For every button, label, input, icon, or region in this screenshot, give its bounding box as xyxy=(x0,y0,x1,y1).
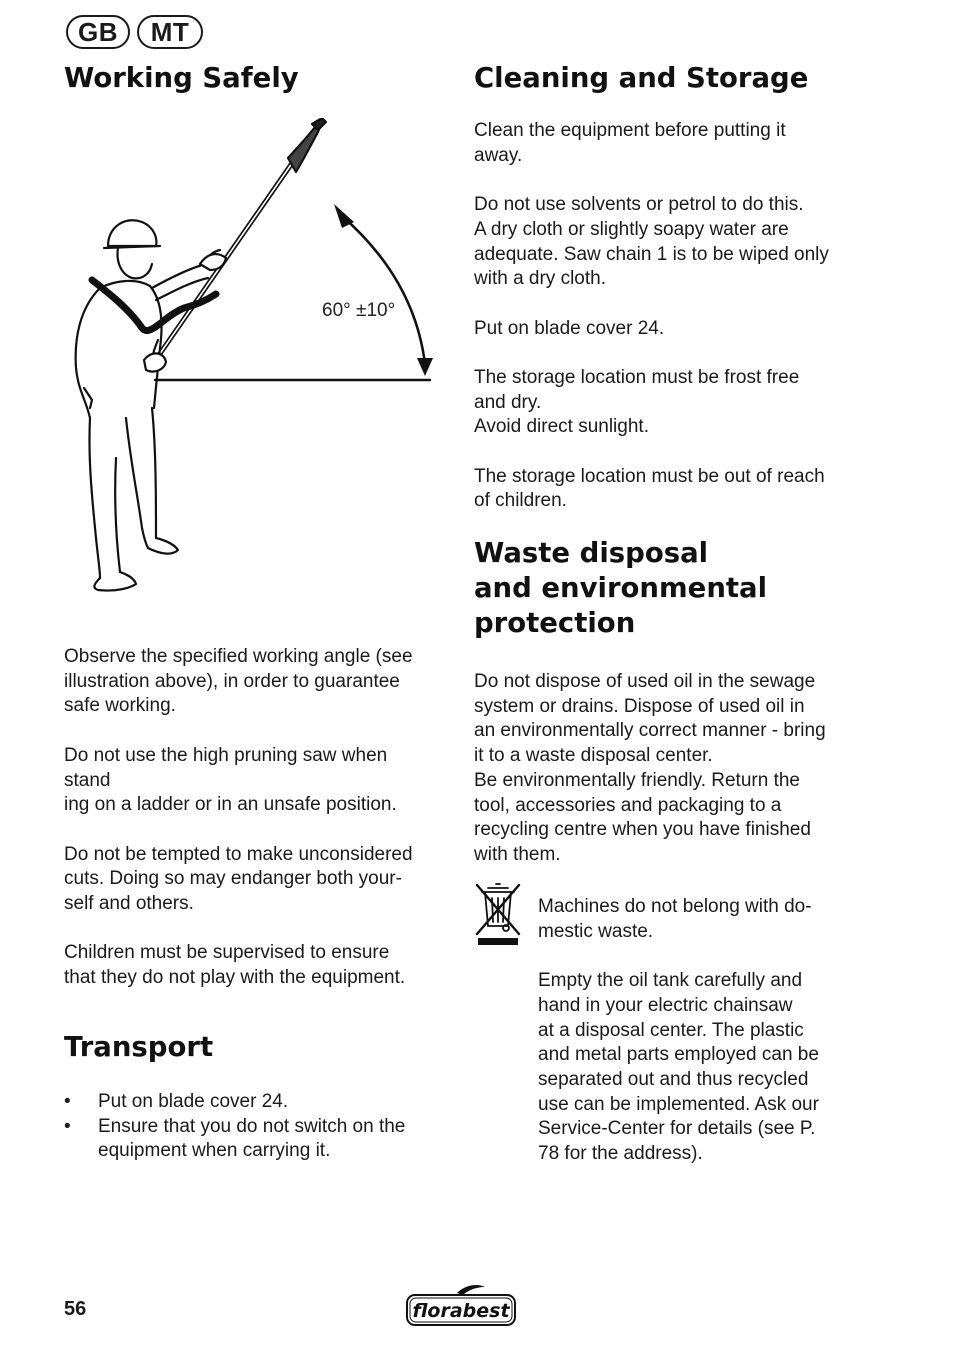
working-angle-illustration xyxy=(60,118,440,598)
paragraph: The storage location must be out of reach of children. xyxy=(474,465,825,512)
transport-list xyxy=(64,1090,454,1164)
bullet: • xyxy=(64,1115,71,1137)
crossed-out-bin-icon xyxy=(474,882,522,948)
list-item: • Put on blade cover 24. xyxy=(64,1090,454,1115)
paragraph: Clean the equipment before putting it away. xyxy=(474,120,786,166)
paragraph: Put on blade cover 24. xyxy=(474,317,665,339)
waste-icon-text xyxy=(538,895,868,1167)
angle-label: 60° ±10° xyxy=(322,300,396,321)
paragraph: Do not dispose of used oil in the sewage system or drains. Dispose of used oil in an environmentally correct manner - bring it to a waste disposal center. Be environmentally friendly. Return the tool, accessories and packaging to a recycling centre when you have finished with them. xyxy=(474,671,826,865)
svg-text:florabest: florabest xyxy=(412,1300,510,1322)
paragraph: Do not use solvents or petrol to do this. A dry cloth or slightly soapy water are adequate. Saw chain 1 is to be wiped only with a dry cloth. xyxy=(474,194,829,290)
section-title-transport: Transport xyxy=(64,1031,214,1063)
paragraph: Observe the specified working angle (see illustration above), in order to guarantee safe working. xyxy=(64,646,413,717)
paragraph: Children must be supervised to ensure that they do not play with the equipment. xyxy=(64,942,406,989)
cleaning-text xyxy=(474,119,874,514)
paragraph: The storage location must be frost free and dry. Avoid direct sunlight. xyxy=(474,366,800,438)
waste-text xyxy=(474,670,874,868)
bullet: • xyxy=(64,1091,71,1112)
section-title-waste-disposal: Waste disposal and environmental protection xyxy=(474,537,768,639)
working-safely-text xyxy=(64,645,454,991)
paragraph: Do not be tempted to make unconsidered cuts. Doing so may endanger both your- self and others. xyxy=(64,843,413,914)
page-number: 56 xyxy=(64,1298,87,1320)
paragraph: Do not use the high pruning saw when stand ing on a ladder or in an unsafe position. xyxy=(64,744,397,816)
language-badge-mt: MT xyxy=(137,15,203,49)
section-title-working-safely: Working Safely xyxy=(64,62,299,94)
language-badge-gb: GB xyxy=(66,15,130,49)
section-title-cleaning-storage: Cleaning and Storage xyxy=(474,62,809,94)
florabest-logo xyxy=(405,1283,517,1327)
list-item: • Ensure that you do not switch on the equipment when carrying it. xyxy=(64,1115,406,1162)
paragraph: Empty the oil tank carefully and hand in your electric chainsaw at a disposal center. The plastic and metal parts employed can be separated out and thus recycled use can be implemented. Ask our Service-Center for details (see P. 78 for the address). xyxy=(538,970,819,1165)
paragraph: Machines do not belong with do- mestic waste. xyxy=(538,896,812,942)
